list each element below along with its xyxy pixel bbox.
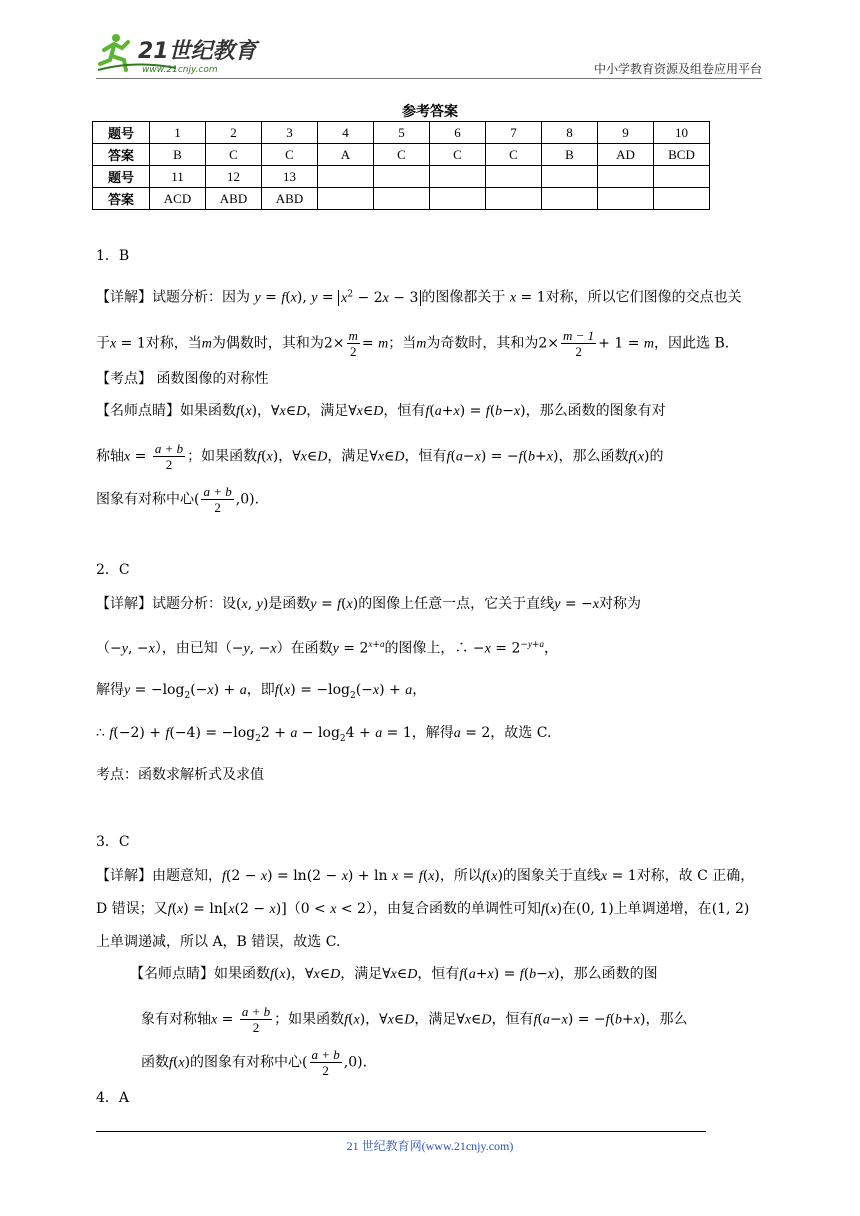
- q2-line4: ∴ $f(-2) + f(-4) = -\log_22 + a - \log_24 + a = 1$，解得a = 2，故选 C.: [96, 725, 552, 744]
- kaodian-label: 【考点】: [96, 371, 152, 387]
- cell: B: [150, 144, 206, 166]
- q1-tip-line3: 图象有对称中心( $\frac{a + b}{2}$ ,0).: [96, 484, 260, 515]
- cell: [598, 188, 654, 210]
- table-row: [93, 122, 710, 144]
- row-header: 答案: [93, 144, 150, 166]
- svg-text:21世纪教育: 21世纪教育: [138, 39, 257, 64]
- q1-tip-line2: 称轴x = $\frac{a + b}{2}$ ；如果函数f(x)，∀x∈D，满足∀x∈D，恒有f(a−x) = −f(b+x)，那么函数f(x)的: [96, 441, 664, 472]
- cell: [542, 188, 598, 210]
- q3-line3: 上单调递减，所以 A，B 错误，故选 C.: [96, 934, 341, 950]
- q1-detail-line1: 【详解】试题分析：因为 y = f(x), $y = x^2 - 2x - 3$ 的图像都关于 x = 1对称，所以它们图像的交点也关: [96, 289, 742, 306]
- q2-kaodian: 考点：函数求解析式及求值: [96, 767, 264, 783]
- cell: [486, 166, 542, 188]
- q1-detail-line2: 于x = 1对称，当m为偶数时，其和为2× $\frac{m}{2}$ = m；当m为奇数时，其和为2× $\frac{m - 1}{2}$ + 1 = m，因此选 B.: [96, 328, 730, 359]
- cell: ABD: [206, 188, 262, 210]
- row-header: 答案: [93, 188, 150, 210]
- table-row: [93, 188, 710, 210]
- row-header: 题号: [93, 122, 150, 144]
- cell: 8: [542, 122, 598, 144]
- answers-title: 参考答案: [402, 104, 458, 120]
- cell: [486, 188, 542, 210]
- cell: 3: [262, 122, 318, 144]
- cell: [318, 188, 374, 210]
- cell: C: [206, 144, 262, 166]
- cell: 2: [206, 122, 262, 144]
- q2-heading: 2．C: [96, 562, 130, 578]
- cell: 11: [150, 166, 206, 188]
- cell: [654, 188, 710, 210]
- cell: 9: [598, 122, 654, 144]
- detail-label: 【详解】: [96, 289, 152, 306]
- page-header: [96, 30, 762, 80]
- q3-line1: 【详解】由题意知，f(2 − x) = ln(2 − x) + ln x = f(x)，所以f(x)的图象关于直线x = 1对称，故 C 正确，: [96, 868, 755, 884]
- cell: 6: [430, 122, 486, 144]
- cell: C: [430, 144, 486, 166]
- cell: [374, 188, 430, 210]
- cell: 13: [262, 166, 318, 188]
- cell: 1: [150, 122, 206, 144]
- header-divider: [96, 78, 762, 79]
- cell: AD: [598, 144, 654, 166]
- cell: 12: [206, 166, 262, 188]
- q3-tip-line2: 象有对称轴x = $\frac{a + b}{2}$ ；如果函数f(x)，∀x∈D，满足∀x∈D，恒有f(a−x) = −f(b+x)，那么: [141, 1004, 688, 1035]
- cell: C: [262, 144, 318, 166]
- q4-heading: 4．A: [96, 1090, 130, 1106]
- platform-name: 中小学教育资源及组卷应用平台: [593, 62, 762, 76]
- cell: C: [374, 144, 430, 166]
- svg-text:www.21cnjy.com: www.21cnjy.com: [142, 65, 218, 75]
- footer-link[interactable]: 21 世纪教育网(www.21cnjy.com): [346, 1139, 514, 1153]
- cell: [430, 188, 486, 210]
- row-header: 题号: [93, 166, 150, 188]
- cell: 5: [374, 122, 430, 144]
- cell: C: [486, 144, 542, 166]
- q3-line2: D 错误；又f(x) = ln[x(2 − x)]（0 < x < 2），由复合函数的单调性可知f(x)在(0, 1)上单调递增，在(1, 2): [96, 901, 750, 917]
- cell: ABD: [262, 188, 318, 210]
- cell: 4: [318, 122, 374, 144]
- answer-table: [92, 121, 710, 210]
- cell: B: [542, 144, 598, 166]
- q1-kaodian: 【考点】 函数图像的对称性: [96, 371, 269, 387]
- q2-line3: 解得$y = -\log_2(-x) + a$，即$f(x) = -\log_2(-x) + a$，: [96, 682, 427, 701]
- q3-tip-line1: 【名师点睛】如果函数f(x)，∀x∈D，满足∀x∈D，恒有f(a+x) = f(b−x)，那么函数的图: [130, 966, 658, 982]
- cell: [598, 166, 654, 188]
- logo-21cnjy: [96, 30, 266, 76]
- q2-line1: 【详解】试题分析：设(x, y)是函数y = f(x)的图像上任意一点，它关于直线y = −x对称为: [96, 596, 641, 612]
- cell: [654, 166, 710, 188]
- table-row: [93, 144, 710, 166]
- cell: [430, 166, 486, 188]
- cell: 7: [486, 122, 542, 144]
- footer-divider: [96, 1131, 706, 1132]
- cell: [374, 166, 430, 188]
- table-row: [93, 166, 710, 188]
- cell: [318, 166, 374, 188]
- q3-tip-line3: 函数f(x)的图象有对称中心( $\frac{a + b}{2}$ ,0).: [141, 1047, 368, 1078]
- cell: BCD: [654, 144, 710, 166]
- cell: A: [318, 144, 374, 166]
- cell: ACD: [150, 188, 206, 210]
- q1-heading: 1．B: [96, 248, 130, 264]
- q1-tip-line1: 【名师点睛】如果函数f(x)，∀x∈D，满足∀x∈D，恒有f(a+x) = f(b−x)，那么函数的图象有对: [96, 403, 666, 419]
- q2-line2: （−y, −x），由已知（−y, −x）在函数$y = 2^{x+a}$的图像上，∴ $-x = 2^{-y+a}$，: [96, 639, 558, 657]
- cell: 10: [654, 122, 710, 144]
- cell: [542, 166, 598, 188]
- q3-heading: 3．C: [96, 834, 130, 850]
